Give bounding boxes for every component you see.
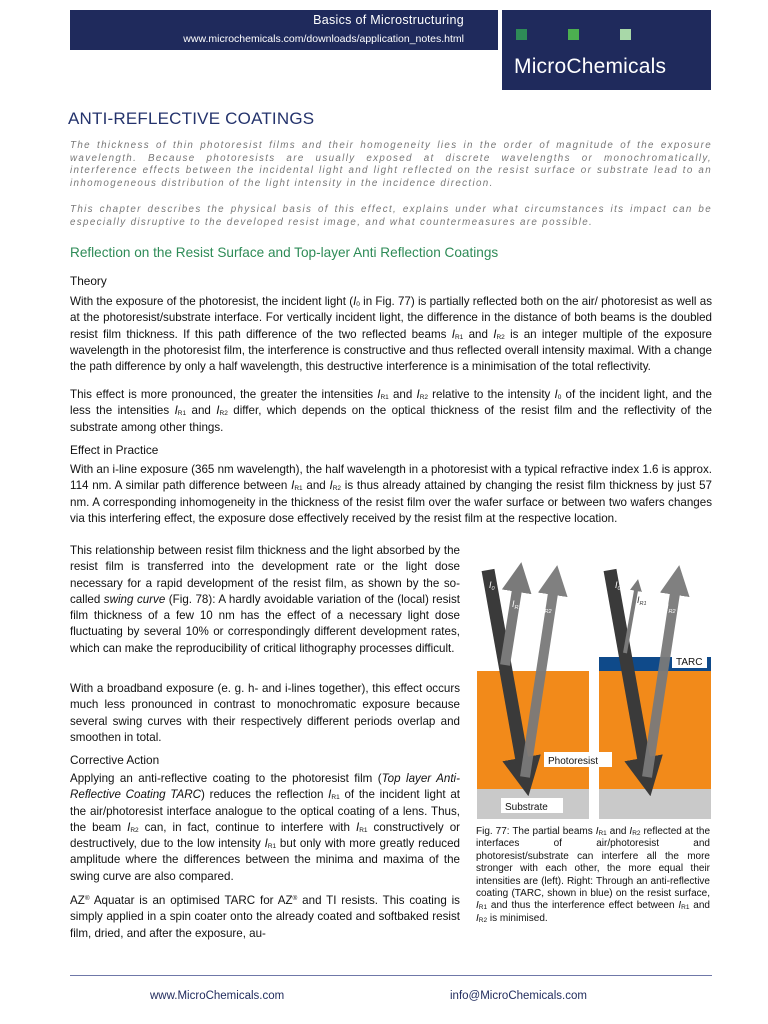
right-label-ir2: $I_{R2}$ xyxy=(666,603,676,615)
substrate-label: Substrate xyxy=(505,802,548,813)
footer-divider xyxy=(70,975,712,976)
page-title: ANTI-REFLECTIVE COATINGS xyxy=(68,109,315,128)
left-label-ir1: $I_{R1}$ xyxy=(512,599,522,611)
right-reflected-beam-r1 xyxy=(625,585,637,653)
header-url[interactable]: www.microchemicals.com/downloads/application_notes.html xyxy=(183,33,464,45)
figure-caption: Fig. 77: The partial beams $I_{R1}$ and $I_{R2}$ reflected at the interfaces of air/photoresist and photoresist/substrate can interfere all the more stronger with each other, the more equal their intensities are (left). Right: Through an anti-reflective coating (TARC, shown in blue) on the resist surface, $I_{R1}$ and thus the interference effect between $I_{R1}$ and $I_{R2}$ is minimised. xyxy=(476,826,711,924)
section-title: Reflection on the Resist Surface and Top-layer Anti Reflection Coatings xyxy=(70,245,499,260)
footer-website-link[interactable]: www.MicroChemicals.com xyxy=(150,990,285,1002)
figure-77-diagram xyxy=(472,555,712,820)
left-reflected-beam-r1 xyxy=(505,577,519,665)
header-bar xyxy=(70,10,498,50)
logo-square-3 xyxy=(620,29,631,40)
practice-paragraph-2: This relationship between resist film thickness and the light absorbed by the resist film is transferred into the development rate or the light dose necessary for a rapid development of the resist film, as shown by the so-called swing curve (Fig. 78): A hardly avoidable variation of the (local) resist film thickness of a few 10 nm has the effect of a necessary light dose fluctuating by several 10% or correspondingly different development rates, which can make the reproducibility of critical lithography processes difficult. xyxy=(70,544,460,655)
theory-paragraph-1: With the exposure of the photoresist, the incident light ($I_0$ in Fig. 77) is partially reflected both on the air/ photoresist as well as at the photoresist/substrate interface. For vertically incident light, the difference in the distance of both beams is the doubled resist film thickness. If this path difference of the two reflected beams $I_{R1}$ and $I_{R2}$ is an integer multiple of the exposure wavelength in the photoresist film, the interference is constructive and thus reflected overall intensity maximal. With a change the path difference by only a half wavelength, this destructive interference is a minimisation of the total reflectivity. xyxy=(70,295,713,374)
corrective-paragraph-2: AZ® Aquatar is an optimised TARC for AZ® and TI resists. This coating is simply applied in a spin coater onto the already coated and softbaked resist film, dried, and after the exposure, au- xyxy=(70,894,460,940)
left-label-ir2: $I_{R2}$ xyxy=(542,603,552,615)
intro-paragraph-2: This chapter describes the physical basis of this effect, explains under what circumstances its impact can be especially disruptive to the developed resist image, and what countermeasures are possible. xyxy=(70,204,712,228)
theory-heading: Theory xyxy=(70,274,107,288)
logo-square-1 xyxy=(516,29,527,40)
intro-paragraph-1: The thickness of thin photoresist films and their homogeneity lies in the order of magnitude of the exposure wavelength. Because photoresists are usually exposed at discrete wavelengths or monochromatically, interference effects between the incidental light and light reflected on the resist surface or substrate lead to an inhomogeneous distribution of the light intensity in the incidence direction. xyxy=(70,140,712,190)
brand-name: MicroChemicals xyxy=(514,55,667,78)
tarc-label: TARC xyxy=(676,657,703,668)
left-label-i0: $I_0$ xyxy=(489,580,495,592)
corrective-paragraph-1: Applying an anti-reflective coating to the photoresist film (Top layer Anti-Reflective Coating TARC) reduces the reflection $I_{R1}$ of the incident light at the air/photoresist interface analogue to the optical coating of a lens. Thus, the beam $I_{R2}$ can, in fact, continue to interfere with $I_{R1}$ constructively or destructively, due to the low intensity $I_{R1}$ but only with more greatly reduced amplitude where the differences between the minima and maxima of the swing curve are also compared. xyxy=(70,772,461,883)
photoresist-label: Photoresist xyxy=(548,756,599,767)
logo-square-2 xyxy=(568,29,579,40)
right-label-i0: $I_0$ xyxy=(615,580,621,592)
right-substrate-layer xyxy=(599,789,711,819)
practice-paragraph-3: With a broadband exposure (e. g. h- and i-lines together), this effect occurs much less pronounced in contrast to monochromatic exposure because several swing curves with their respectively different periods overlap and smoothen in total. xyxy=(70,682,460,744)
corrective-heading: Corrective Action xyxy=(70,753,160,767)
right-label-ir1: $I_{R1}$ xyxy=(637,595,647,607)
theory-paragraph-2: This effect is more pronounced, the greater the intensities $I_{R1}$ and $I_{R2}$ relative to the intensity $I_0$ of the incident light, and the less the intensities $I_{R1}$ and $I_{R2}$ differ, which depends on the optical thickness of the resist film and the reflectivity of the substrate among other things. xyxy=(70,388,713,434)
header-title: Basics of Microstructuring xyxy=(313,13,464,27)
practice-paragraph-1: With an i-line exposure (365 nm wavelength), the half wavelength in a photoresist with a typical refractive index 1.6 is approx. 114 nm. A similar path difference between $I_{R1}$ and $I_{R2}$ is thus already attained by changing the resist film thickness by just 57 nm. A corresponding inhomogeneity in the thickness of the resist film over the wafer surface or between two wafers changes via this interfering effect, the exposure dose effectively received by the resist film at the respective location. xyxy=(70,463,712,525)
brand-logo[interactable] xyxy=(502,10,711,90)
practice-heading: Effect in Practice xyxy=(70,443,159,457)
footer-email-link[interactable]: info@MicroChemicals.com xyxy=(450,990,587,1002)
